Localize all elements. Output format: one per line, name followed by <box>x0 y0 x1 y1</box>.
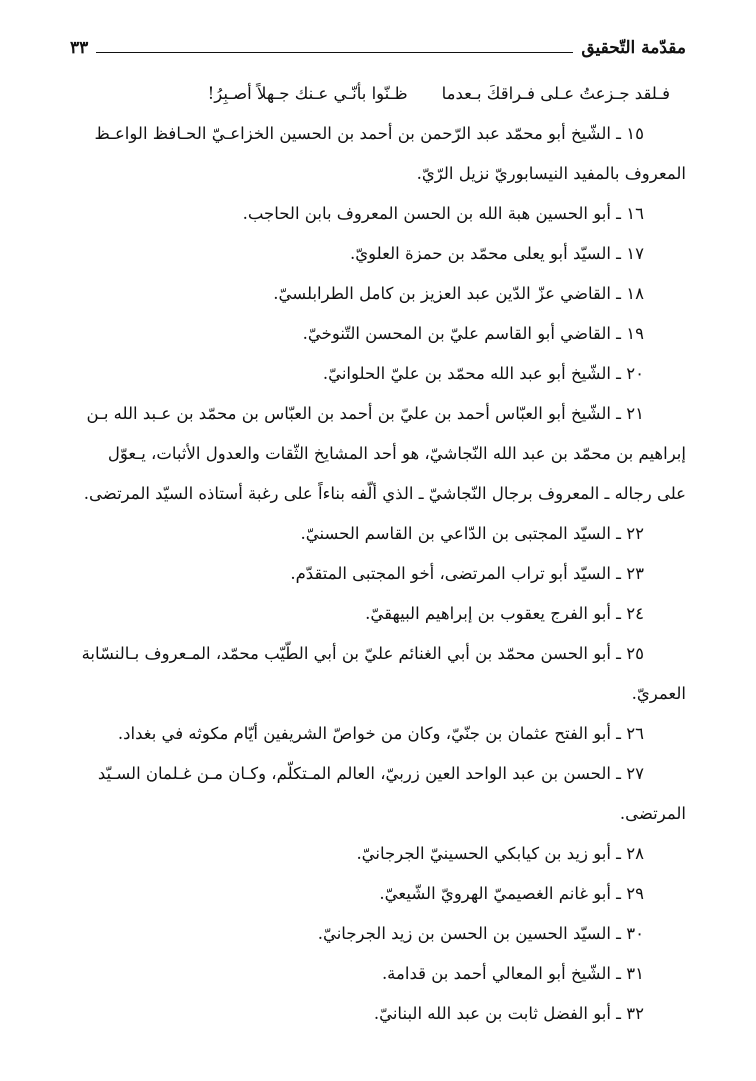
list-item <box>70 714 686 754</box>
page-number: ٣٣ <box>70 38 89 58</box>
list-item-line: ٢٥ ـ أبو الحسن محمّد بن أبي الغنائم عليّ بن أبي الطّيّب محمّد، المـعروف بـالنسّابة <box>81 644 644 663</box>
list-item <box>70 194 686 234</box>
running-header <box>70 32 686 58</box>
list-item-text: ١٨ ـ القاضي عزّ الدّين عبد العزيز بن كامل الطرابلسيّ. <box>273 284 644 303</box>
list-item-line: ١٥ ـ الشّيخ أبو محمّد عبد الرّحمن بن أحمد بن الحسين الخزاعـيّ الحـافظ الواعـظ <box>94 124 644 143</box>
list-item <box>70 754 686 834</box>
list-item-text: ٢٣ ـ السيّد أبو تراب المرتضى، أخو المجتبى المتقدّم. <box>290 564 644 583</box>
list-item-line: على رجاله ـ المعروف برجال النّجاشيّ ـ الذي ألّفه بناءاً على رغبة أستاذه السيّد المرتضى. <box>83 484 686 503</box>
list-item <box>70 994 686 1034</box>
poetry-verse <box>70 74 686 114</box>
list-item-text: ١٦ ـ أبو الحسين هبة الله بن الحسن المعروف بابن الحاجب. <box>242 204 644 223</box>
list-item <box>70 394 686 514</box>
list-item-text: ٢٩ ـ أبو غانم الغصيميّ الهرويّ الشّيعيّ. <box>379 884 644 903</box>
page-body <box>70 74 686 1034</box>
list-item-text: ٣٠ ـ السيّد الحسين بن الحسن بن زيد الجرجانيّ. <box>317 924 644 943</box>
list-item <box>70 914 686 954</box>
list-item-line: المعروف بالمفيد النيسابوريّ نزيل الرّيّ. <box>416 164 686 183</box>
scholar-list <box>70 114 686 1034</box>
list-item-text: ٢٦ ـ أبو الفتح عثمان بن جنّيّ، وكان من خواصّ الشريفين أيّام مكوثه في بغداد. <box>117 724 644 743</box>
list-item <box>70 874 686 914</box>
list-item-text: ٢٢ ـ السيّد المجتبى بن الدّاعي بن القاسم الحسنيّ. <box>300 524 644 543</box>
list-item-line: ٢٧ ـ الحسن بن عبد الواحد العين زربيّ، العالم المـتكلّم، وكـان مـن غـلمان السـيّد <box>97 764 644 783</box>
list-item <box>70 834 686 874</box>
list-item-text: ١٧ ـ السيّد أبو يعلى محمّد بن حمزة العلويّ. <box>349 244 644 263</box>
list-item-line: إبراهيم بن محمّد بن عبد الله النّجاشيّ، هو أحد المشايخ الثّقات والعدول الأثبات، يـعوّل <box>107 444 686 463</box>
list-item <box>70 514 686 554</box>
list-item <box>70 274 686 314</box>
list-item <box>70 234 686 274</box>
list-item <box>70 114 686 194</box>
list-item <box>70 354 686 394</box>
list-item <box>70 554 686 594</box>
list-item <box>70 634 686 714</box>
verse-gap <box>408 74 442 114</box>
list-item-line: ٢١ ـ الشّيخ أبو العبّاس أحمد بن عليّ بن أحمد بن العبّاس بن محمّد بن عـبد الله بـن <box>86 404 644 423</box>
list-item-text: ٢٨ ـ أبو زيد بن كيابكي الحسينيّ الجرجانيّ. <box>356 844 644 863</box>
header-title: مقدّمة التّحقيق <box>581 38 686 58</box>
list-item-text: ٢٤ ـ أبو الفرج يعقوب بن إبراهيم البيهقيّ. <box>365 604 644 623</box>
header-rule <box>96 52 573 53</box>
list-item-text: ١٩ ـ القاضي أبو القاسم عليّ بن المحسن التّنوخيّ. <box>302 324 644 343</box>
list-item-line: المرتضى. <box>619 804 686 823</box>
verse-first-hemistich: فـلقد جـزعتُ عـلى فـراقكَ بـعدما <box>441 84 670 103</box>
list-item-text: ٢٠ ـ الشّيخ أبو عبد الله محمّد بن عليّ الحلوانيّ. <box>322 364 644 383</box>
list-item-text: ٣٢ ـ أبو الفضل ثابت بن عبد الله البنانيّ. <box>373 1004 644 1023</box>
list-item <box>70 954 686 994</box>
list-item-line: العمريّ. <box>631 684 686 703</box>
list-item <box>70 594 686 634</box>
verse-second-hemistich: ظـنّوا بأنّـي عـنك جـهلاً أصـبِرُ! <box>207 84 408 103</box>
list-item <box>70 314 686 354</box>
list-item-text: ٣١ ـ الشّيخ أبو المعالي أحمد بن قدامة. <box>381 964 644 983</box>
